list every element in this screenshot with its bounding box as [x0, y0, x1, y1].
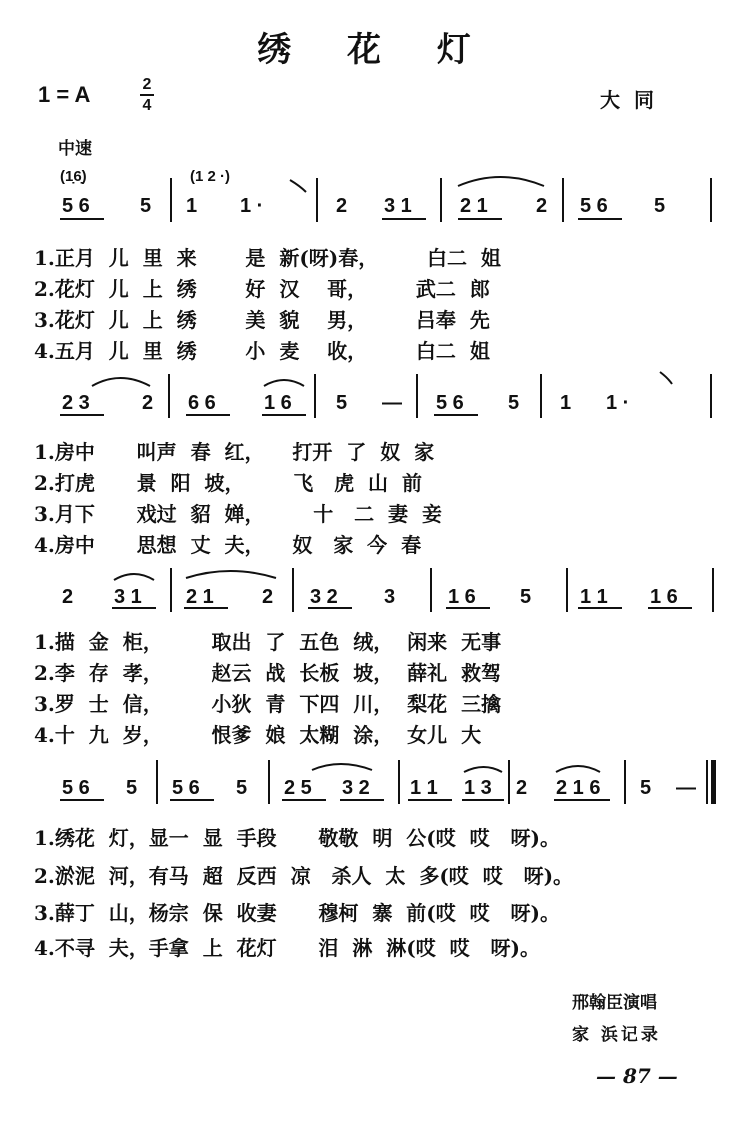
note-group: 1 6	[650, 586, 678, 608]
note-group: 1 ·	[240, 195, 264, 217]
singer-credit: 邢翰臣演唱	[572, 993, 657, 1013]
note-group: 5	[654, 195, 666, 217]
note-group: 1 1	[580, 586, 608, 608]
slur-mark	[312, 764, 372, 770]
lyric-line: 4.五月 儿 里 绣 小 麦 收， 白二 姐	[34, 339, 490, 363]
lyric-line: 2.李 存 孝， 赵云 战 长板 坡， 薛礼 救驾	[34, 661, 502, 685]
note-group: —	[382, 392, 402, 414]
lyric-line: 4.十 九 岁， 恨爹 娘 太糊 涂， 女儿 大	[34, 723, 482, 747]
note-group: 1 6	[264, 392, 292, 414]
time-signature-bottom: 4	[142, 97, 152, 114]
note-group: 1	[186, 195, 198, 217]
lyric-line: 3.罗 士 信， 小狄 青 下四 川， 梨花 三擒	[34, 692, 502, 716]
note-group: 5 6	[172, 777, 200, 799]
page-number: — 87 —	[596, 1064, 678, 1088]
tempo-marking: 中速	[58, 139, 92, 159]
slur-mark	[114, 574, 154, 580]
key-signature: 1 = A	[38, 82, 91, 107]
note-group: 2 1 6	[556, 777, 601, 799]
note-group: 2 1	[186, 586, 214, 608]
note-group: 3 2	[310, 586, 338, 608]
time-signature-top: 2	[142, 76, 152, 93]
note-group: 5 6	[580, 195, 608, 217]
note-group: 1 1	[410, 777, 438, 799]
lyric-line: 1.正月 儿 里 来 是 新(呀)春， 白二 姐	[34, 246, 501, 270]
note-group: 3 1	[114, 586, 142, 608]
lyric-line: 1.描 金 柜， 取出 了 五色 绒， 闲来 无事	[34, 630, 502, 654]
note-group: 1 3	[464, 777, 492, 799]
region-label: 大同	[600, 88, 668, 112]
lyric-line: 3.薛丁 山，杨宗 保 收妻 穆柯 寨 前(哎 哎 呀)。	[34, 901, 561, 925]
lyric-line: 3.月下 戏过 貂 婵， 十 二 妻 妾	[34, 502, 442, 526]
recorder-credit: 家 浜记录	[572, 1025, 661, 1045]
slur-mark	[464, 767, 502, 772]
note-group: 2 1	[460, 195, 488, 217]
lyric-line: 2.花灯 儿 上 绣 好 汉 哥， 武二 郎	[34, 277, 490, 301]
note-group: 5	[236, 777, 248, 799]
slur-mark	[290, 180, 306, 192]
slur-mark	[556, 766, 600, 772]
note-group: 2	[262, 586, 274, 608]
lyric-line: 4.房中 思想 丈 夫， 奴 家 今 春	[34, 533, 422, 557]
note-group: 2	[536, 195, 548, 217]
note-group: 3	[384, 586, 396, 608]
note-group: 1	[560, 392, 572, 414]
slur-mark	[186, 571, 276, 578]
note-group: 2 3	[62, 392, 90, 414]
note-group: 5 6	[436, 392, 464, 414]
note-group: 1 6	[448, 586, 476, 608]
lyric-line: 1.绣花 灯，显一 显 手段 敬敬 明 公(哎 哎 呀)。	[34, 826, 561, 850]
note-group: 5	[140, 195, 152, 217]
lyric-line: 4.不寻 夫，手拿 上 花灯 泪 淋 淋(哎 哎 呀)。	[34, 936, 541, 960]
note-group: 5	[520, 586, 532, 608]
note-group: 5	[508, 392, 520, 414]
note-group: —	[676, 777, 696, 799]
note-group: 3 1	[384, 195, 412, 217]
slur-mark	[92, 378, 150, 386]
note-group: 5	[126, 777, 138, 799]
note-group: 2	[516, 777, 528, 799]
slur-mark	[264, 380, 304, 386]
song-title: 绣 花 灯	[257, 30, 493, 70]
lyric-line: 3.花灯 儿 上 绣 美 貌 男， 吕奉 先	[34, 308, 490, 332]
grace-note-1: (1̣6̣)	[60, 168, 87, 185]
note-group: 5	[640, 777, 652, 799]
note-group: 1 ·	[606, 392, 630, 414]
lyric-line: 2.淤泥 河，有马 超 反西 凉 杀人 太 多(哎 哎 呀)。	[34, 864, 574, 888]
note-group: 2	[142, 392, 154, 414]
note-group: 5 6	[62, 195, 90, 217]
lyric-line: 1.房中 叫声 春 红， 打开 了 奴 家	[34, 440, 435, 464]
note-group: 5	[336, 392, 348, 414]
note-group: 6 6	[188, 392, 216, 414]
note-group: 2	[336, 195, 348, 217]
grace-note-2: (1 2 ·)	[190, 168, 231, 185]
lyric-line: 2.打虎 景 阳 坡， 飞 虎 山 前	[34, 471, 422, 495]
note-group: 2	[62, 586, 74, 608]
note-group: 5 6	[62, 777, 90, 799]
slur-mark	[660, 372, 672, 384]
note-group: 3 2	[342, 777, 370, 799]
slur-mark	[458, 177, 544, 186]
note-group: 2 5	[284, 777, 312, 799]
